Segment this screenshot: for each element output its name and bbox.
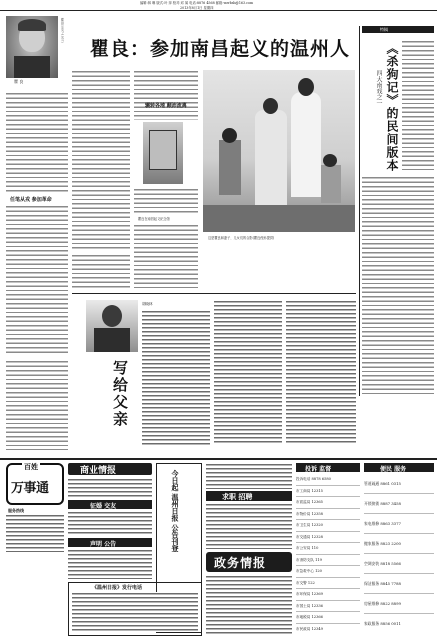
author-photo [86, 300, 138, 352]
service-item: 房屋维修 8822 8899 [364, 594, 434, 614]
family-photo-caption: 这是瞿良和妻子、儿女们的合影(瞿良侄孙提供) [208, 236, 275, 240]
phone-item: 市地税局 12366 [296, 612, 360, 624]
service-item: 搬家服务 8823 2200 [364, 534, 434, 554]
portrait-hair [18, 19, 46, 31]
sidebar-divider [359, 26, 360, 396]
job-title: 求职 招聘 [222, 493, 253, 501]
small-photo-caption: 瞿良在南昌起义纪念馆 [138, 217, 170, 221]
phone-item: 市交警 122 [296, 578, 360, 590]
letter-body-1 [142, 310, 210, 445]
figure-woman-head [263, 98, 278, 114]
service-item: 保洁服务 8845 7788 [364, 574, 434, 594]
marriage-body [68, 511, 152, 536]
sidebar-title: 《杀狗记》的民间版本 [385, 42, 399, 172]
sidebar-subtitle: 四大南戏之一 [375, 70, 382, 106]
top-ad-body [206, 463, 292, 489]
phone-item: 市公安局 110 [296, 543, 360, 555]
feature-body-col1 [6, 92, 68, 192]
section-heading-1: 任笔从戎 参加革命 [10, 197, 52, 203]
wanshitong-logo [6, 463, 64, 505]
phone-item: 市交通局 12328 [296, 532, 360, 544]
business-body [68, 478, 152, 498]
feature-body-col3c [134, 224, 198, 290]
sidebar-body-a [402, 40, 434, 170]
phone-item: 市物价局 12358 [296, 509, 360, 521]
phone-item: 市环保局 12369 [296, 589, 360, 601]
newspaper-ad-body [72, 592, 198, 632]
letter-body-2 [214, 300, 282, 445]
service-title: 便民 服务 [380, 466, 407, 473]
newspaper-ad-title: 《温州日报》发行电话 [92, 585, 143, 591]
notice-body [68, 549, 152, 579]
phone-item: 市急救中心 120 [296, 566, 360, 578]
letter-body-3 [286, 300, 356, 445]
sidebar-tag-bar [362, 26, 434, 33]
service-list [364, 474, 434, 636]
service-item: 管道疏通 8861 0315 [364, 474, 434, 494]
logo-main: 万事通 [11, 481, 49, 496]
sidebar-body-b [362, 176, 434, 396]
classifieds-top-rule [0, 458, 437, 460]
figure-child-head [323, 154, 337, 167]
author-body [94, 328, 130, 352]
marriage-title: 征婚 交友 [90, 503, 117, 510]
invest-title: 投诉 监督 [305, 466, 332, 473]
phone-item: 投诉电话 8878 6580 [296, 474, 360, 486]
feature-body-col3 [134, 70, 198, 120]
classifieds-logo-text [6, 514, 64, 552]
portrait-caption: 瞿 良 [14, 79, 24, 84]
feature-body-col1b [6, 205, 68, 355]
feature-body-col3b [134, 188, 198, 214]
family-photo [203, 70, 355, 232]
vertical-ad: 今日起 温州日报 公告刊登 [171, 470, 179, 552]
portrait-photo [6, 16, 58, 78]
memorial-frame [149, 130, 177, 170]
hotline-label: 服务热线 [8, 508, 24, 513]
feature-body-col1c [6, 360, 68, 450]
phone-item: 市消防支队 119 [296, 555, 360, 567]
figure-man-head [298, 78, 314, 96]
portrait-side-text: 瞿良(1897-1957) [60, 18, 65, 43]
gov-body [206, 575, 292, 635]
masthead-strip [0, 0, 437, 11]
figure-girl [219, 140, 241, 195]
author-head [102, 305, 122, 327]
figure-girl-head [222, 128, 237, 143]
phone-item: 市民政局 12349 [296, 626, 323, 631]
service-item: 家电维修 8863 3377 [364, 514, 434, 534]
phone-item: 市国土局 12336 [296, 601, 360, 613]
service-item: 空调安装 8818 5566 [364, 554, 434, 574]
feature-body-col2 [72, 70, 130, 250]
figure-child [321, 165, 341, 203]
photo-floor [203, 205, 355, 232]
logo-top: 百姓 [24, 463, 38, 471]
gov-title: 政务情报 [214, 556, 267, 570]
phone-item: 市卫生局 12320 [296, 520, 360, 532]
job-body [206, 503, 292, 549]
service-item: 家政服务 8856 0011 [364, 621, 401, 626]
portrait-collar [14, 56, 50, 78]
figure-man [291, 92, 321, 197]
letter-top-rule [72, 293, 356, 294]
business-title: 商业情报 [80, 466, 117, 476]
figure-woman [255, 110, 287, 205]
running-header: 编辑:林 琳 版式:叶 萍 校对:邓 闻 电话:8876 4568 邮箱:wzrbsb@163.com [140, 1, 254, 5]
phone-item: 市质监局 12365 [296, 497, 360, 509]
memorial-photo [143, 122, 183, 184]
service-item: 开锁换锁 8887 3458 [364, 494, 434, 514]
feature-body-col2b [72, 254, 130, 290]
feature-title: 瞿良：参加南昌起义的温州人 [90, 38, 351, 60]
section-heading-2: 辗转各地 颠沛流离 [145, 103, 187, 109]
sidebar-tag: 特稿 [380, 27, 388, 32]
letter-author: 胡晓林 [142, 302, 153, 306]
phone-list [296, 474, 360, 636]
letter-title: 写给父亲 [111, 360, 129, 428]
header-date: 2013年8月1日 星期四 [180, 6, 214, 10]
notice-title: 声明 公告 [90, 541, 117, 548]
phone-item: 市工商局 12315 [296, 486, 360, 498]
header-rule [0, 10, 437, 11]
